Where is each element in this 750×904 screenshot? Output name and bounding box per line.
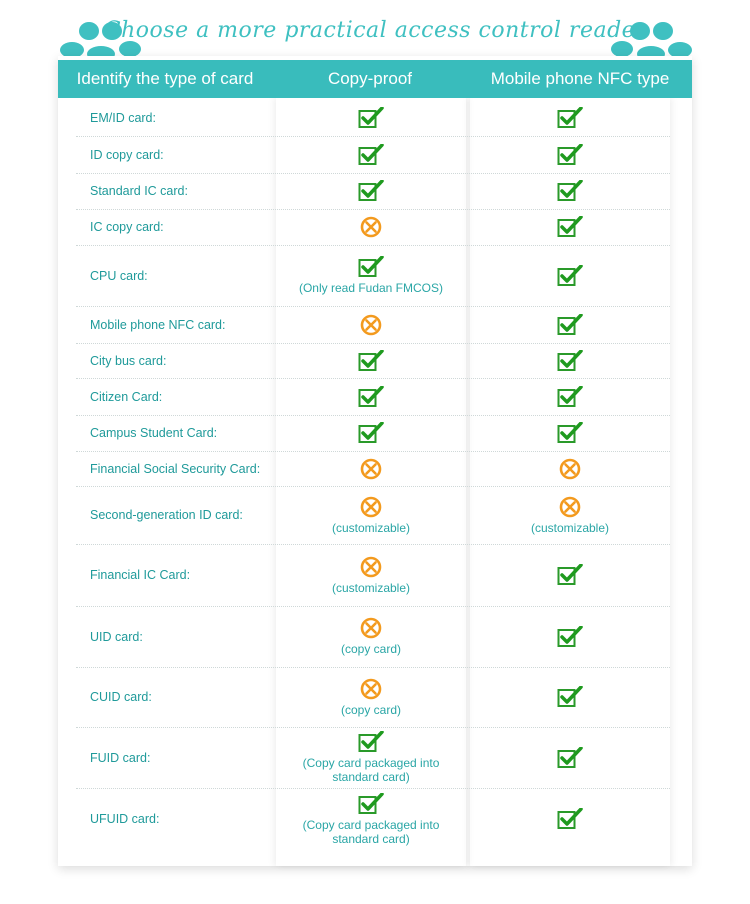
card-type-label: UFUID card: bbox=[90, 812, 160, 826]
cross-icon bbox=[557, 458, 583, 480]
check-icon bbox=[557, 216, 583, 238]
check-icon bbox=[358, 793, 384, 815]
nfc-cell bbox=[470, 306, 670, 343]
cross-icon bbox=[358, 617, 384, 639]
copy-proof-note: (customizable) bbox=[331, 580, 411, 595]
card-type-label: EM/ID card: bbox=[90, 111, 156, 125]
copy-proof-cell bbox=[276, 173, 466, 209]
card-type-label: Citizen Card: bbox=[90, 389, 163, 404]
check-icon bbox=[557, 422, 583, 444]
copy-proof-note: (Copy card packaged into standard card) bbox=[302, 817, 440, 846]
check-icon bbox=[557, 626, 583, 648]
table-row bbox=[76, 727, 670, 789]
copy-proof-note: (customizable) bbox=[331, 520, 411, 535]
card-type-label: CPU card: bbox=[90, 268, 148, 283]
card-type-label: Mobile phone NFC card: bbox=[90, 317, 226, 332]
copy-proof-cell bbox=[276, 415, 466, 451]
cross-icon bbox=[358, 496, 384, 518]
check-icon bbox=[358, 350, 384, 372]
check-icon bbox=[557, 180, 583, 202]
check-icon bbox=[557, 386, 583, 408]
card-type-label: FUID card: bbox=[90, 750, 151, 765]
copy-proof-cell bbox=[276, 667, 466, 727]
nfc-cell bbox=[470, 451, 670, 486]
check-icon bbox=[358, 256, 384, 278]
table-row bbox=[76, 415, 670, 452]
copy-proof-cell bbox=[276, 378, 466, 415]
check-icon bbox=[557, 686, 583, 708]
card-type-label: Standard IC card: bbox=[90, 184, 188, 198]
check-icon bbox=[557, 747, 583, 769]
table-header bbox=[58, 60, 692, 98]
header-card-type: Identify the type of card bbox=[76, 69, 254, 88]
table-row bbox=[76, 544, 670, 607]
table-row bbox=[76, 343, 670, 379]
check-icon bbox=[358, 180, 384, 202]
copy-proof-cell bbox=[276, 306, 466, 343]
card-type-label: IC copy card: bbox=[90, 220, 164, 234]
nfc-cell bbox=[470, 606, 670, 667]
nfc-cell bbox=[470, 245, 670, 306]
page-title: Choose a more practical access control reader bbox=[103, 18, 647, 43]
card-type-label: Financial Social Security Card: bbox=[90, 461, 261, 476]
copy-proof-cell bbox=[276, 136, 466, 173]
copy-proof-note: (copy card) bbox=[340, 642, 402, 656]
copy-proof-note: (copy card) bbox=[340, 702, 402, 717]
cross-icon bbox=[557, 496, 583, 518]
card-type-label: Financial IC Card: bbox=[90, 568, 191, 582]
check-icon bbox=[557, 350, 583, 372]
check-icon bbox=[358, 386, 384, 408]
check-icon bbox=[358, 107, 384, 129]
check-icon bbox=[557, 564, 583, 586]
nfc-cell bbox=[470, 667, 670, 727]
check-icon bbox=[358, 144, 384, 166]
table-row bbox=[76, 667, 670, 728]
cross-icon bbox=[358, 314, 384, 336]
copy-proof-note: (Only read Fudan FMCOS) bbox=[298, 281, 444, 295]
table-row bbox=[76, 606, 670, 668]
nfc-cell bbox=[470, 415, 670, 451]
card-type-label: Second-generation ID card: bbox=[90, 508, 243, 522]
card-type-label: UID card: bbox=[90, 629, 143, 644]
table-row bbox=[76, 136, 670, 174]
table-row bbox=[76, 209, 670, 246]
copy-proof-note: (Copy card packaged into standard card) bbox=[302, 756, 440, 784]
table-row bbox=[76, 306, 670, 344]
table-row bbox=[76, 100, 670, 137]
table-row bbox=[76, 486, 670, 545]
copy-proof-cell bbox=[276, 343, 466, 378]
check-icon bbox=[358, 731, 384, 753]
nfc-cell bbox=[470, 486, 670, 544]
check-icon bbox=[557, 265, 583, 287]
nfc-cell bbox=[470, 209, 670, 245]
copy-proof-cell bbox=[276, 788, 466, 850]
copy-proof-cell bbox=[276, 727, 466, 788]
copy-proof-cell bbox=[276, 486, 466, 544]
cross-icon bbox=[358, 678, 384, 700]
check-icon bbox=[358, 422, 384, 444]
table-row bbox=[76, 451, 670, 487]
copy-proof-cell bbox=[276, 451, 466, 486]
table-row bbox=[76, 378, 670, 416]
copy-proof-cell bbox=[276, 100, 466, 136]
check-icon bbox=[557, 314, 583, 336]
nfc-note: (customizable) bbox=[530, 520, 610, 535]
table-row bbox=[76, 245, 670, 307]
table-row bbox=[76, 788, 670, 850]
card-type-label: CUID card: bbox=[90, 690, 152, 704]
table-row bbox=[76, 173, 670, 210]
card-type-label: Campus Student Card: bbox=[90, 426, 218, 440]
nfc-cell bbox=[470, 136, 670, 173]
copy-proof-cell bbox=[276, 544, 466, 606]
cross-icon bbox=[358, 556, 384, 578]
card-type-label: City bus card: bbox=[90, 353, 167, 368]
cross-icon bbox=[358, 216, 384, 238]
header-nfc-type: Mobile phone NFC type bbox=[490, 69, 670, 88]
check-icon bbox=[557, 808, 583, 830]
nfc-cell bbox=[470, 727, 670, 788]
check-icon bbox=[557, 107, 583, 129]
copy-proof-cell bbox=[276, 245, 466, 306]
check-icon bbox=[557, 144, 583, 166]
nfc-cell bbox=[470, 378, 670, 415]
copy-proof-cell bbox=[276, 209, 466, 245]
nfc-cell bbox=[470, 100, 670, 136]
comparison-table bbox=[58, 56, 692, 866]
nfc-cell bbox=[470, 788, 670, 850]
card-type-label: ID copy card: bbox=[90, 147, 164, 162]
header-copy-proof: Copy-proof bbox=[327, 69, 413, 88]
nfc-cell bbox=[470, 173, 670, 209]
cross-icon bbox=[358, 458, 384, 480]
nfc-cell bbox=[470, 343, 670, 378]
copy-proof-cell bbox=[276, 606, 466, 667]
nfc-cell bbox=[470, 544, 670, 606]
